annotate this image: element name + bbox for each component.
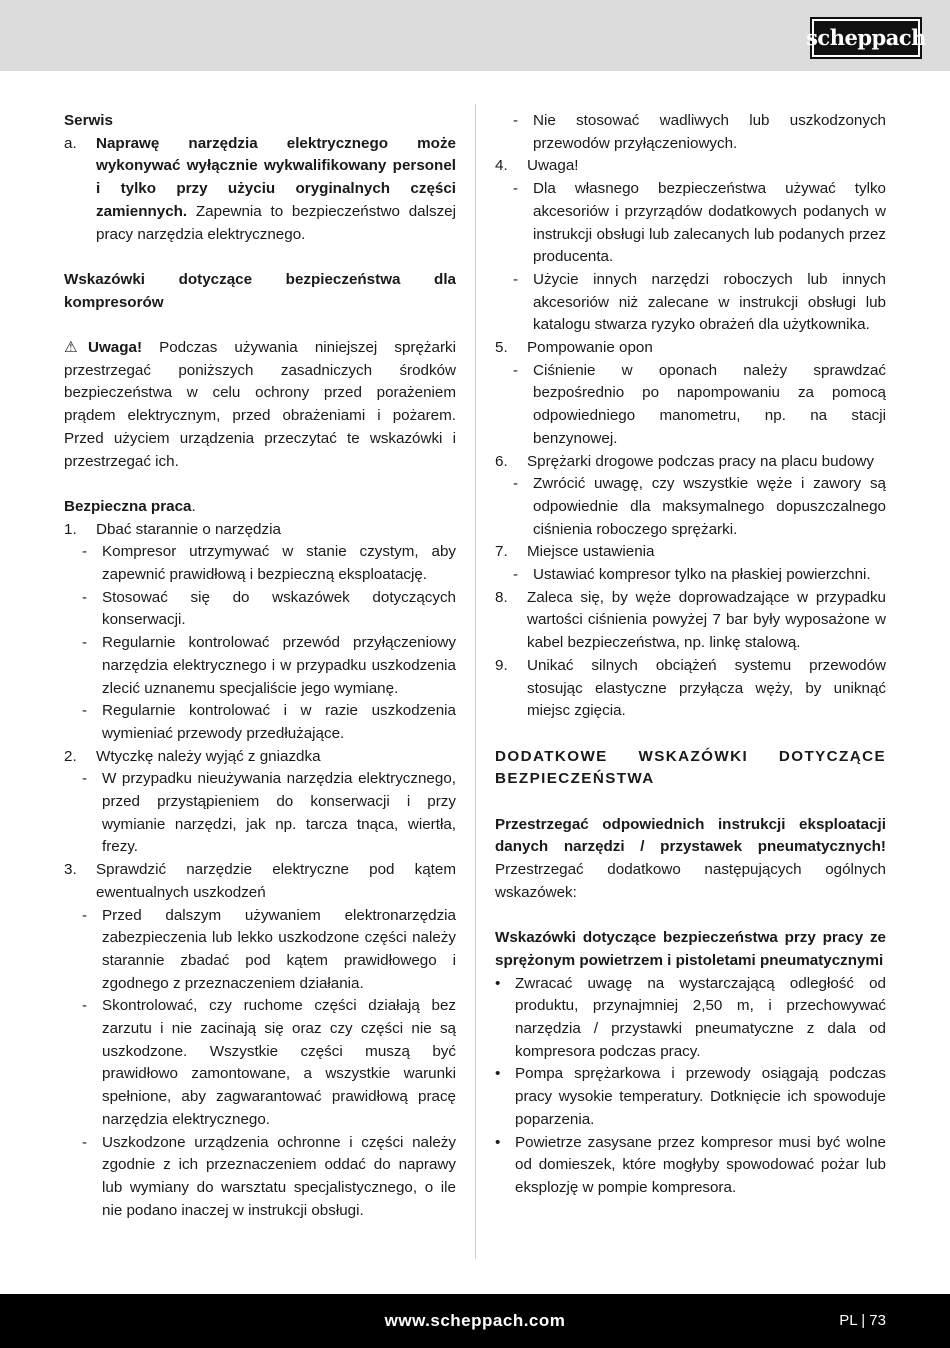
dash-item-text: Uszkodzone urządzenia ochronne i części należy zgodnie z ich przeznaczeniem oddać do naprawy lub wymiany do warsztatu specjalistycznego, o ile nie podano inaczej w instrukcji obsługi. xyxy=(102,1133,456,1219)
dash-item-text: Kompresor utrzymywać w stanie czystym, aby zapewnić prawidłową i bezpieczną eksploatację. xyxy=(102,543,456,584)
dash-item: - Ustawiać kompresor tylko na płaskiej powierzchni. xyxy=(495,564,886,587)
item-number: 4. xyxy=(495,157,508,175)
left-column xyxy=(64,110,456,1222)
numbered-item xyxy=(495,155,886,178)
dash-item-text: Stosować się do wskazówek dotyczących konserwacji. xyxy=(102,588,456,629)
item-text-bold: Naprawę narzędzia elektrycznego może wykonywać wyłącznie wykwalifikowany personel i tylko przy użyciu oryginalnych części zamiennych. xyxy=(96,134,456,220)
bullet-text: Zwracać uwagę na wystarczającą odległość od produktu, przynajmniej 2,50 m, i przechowywać narzędzia / przystawki pneumatyczne z dala od kompresora podczas pracy. xyxy=(515,974,886,1060)
dash-item: - Regularnie kontrolować i w razie uszkodzenia wymieniać przewody przedłużające. xyxy=(64,700,456,745)
bullet-item xyxy=(495,973,886,1064)
dash-item-text: Regularnie kontrolować przewód przyłączeniowy narzędzia elektrycznego i w przypadku uszkodzenia zlecić uznanemu specjaliście jego wymianę. xyxy=(102,634,456,697)
dash-item: - Przed dalszym używaniem elektronarzędzia zabezpieczenia lub lekko uszkodzone części należy starannie zbadać pod kątem prawidłowego i zgodnego z przeznaczeniem działania. xyxy=(64,905,456,996)
dash-item: - Dla własnego bezpieczeństwa używać tylko akcesoriów i przyrządów dodatkowych podanych w instrukcji obsługi lub zalecanych lub podanych przez producenta. xyxy=(495,178,886,269)
header-bar xyxy=(0,0,950,71)
item-text: Sprawdzić narzędzie elektryczne pod kątem ewentualnych uszkodzeń xyxy=(96,861,456,901)
warning-text: Podczas używania niniejszej sprężarki przestrzegać poniższych zasadniczych środków bezpieczeństwa w celu ochrony przed porażeniem prądem elektrycznym, przed obrażeniami i pożarem. Przed użyciem urządzenia przeczytać te wskazówki i przestrzegać ich. xyxy=(64,339,456,470)
numbered-item xyxy=(495,451,886,474)
serwis-item-a xyxy=(64,133,456,247)
numbered-item xyxy=(64,519,456,542)
bullet-text: Pompa sprężarkowa i przewody osiągają podczas pracy wysokie temperatury. Dotknięcie ich spowoduje poparzenia. xyxy=(515,1065,886,1128)
bullet-icon: • xyxy=(495,1065,501,1083)
compressor-safety-heading: Wskazówki dotyczące bezpieczeństwa dla kompresorów xyxy=(64,270,456,311)
dash-item: - Użycie innych narzędzi roboczych lub innych akcesoriów niż zalecane w instrukcji obsługi lub katalogu stwarza ryzyko obrażeń dla użytkownika. xyxy=(495,269,886,337)
extra-safety-heading: DODATKOWE WSKAZÓWKI DOTYCZĄCE BEZPIECZEŃSTWA xyxy=(495,747,886,788)
item-text: Wtyczkę należy wyjąć z gniazdka xyxy=(96,747,321,765)
numbered-item xyxy=(495,587,886,655)
numbered-item xyxy=(64,746,456,769)
warning-label: Uwaga! xyxy=(88,339,143,356)
item-text-normal: Zapewnia to bezpieczeństwo dalszej pracy narzędzia elektrycznego. xyxy=(96,202,456,243)
dash-item: - Skontrolować, czy ruchome części działają bez zarzutu i nie zacinają się oraz czy części nie są uszkodzone. Wszystkie części muszą być prawidłowo zamontowane, a wszystkie warunki spełnione, aby zagwarantować prawidłową pracę narzędzia elektrycznego. xyxy=(64,995,456,1131)
numbered-item xyxy=(495,337,886,360)
dash-item-text: Użycie innych narzędzi roboczych lub innych akcesoriów niż zalecane w instrukcji obsługi lub katalogu stwarza ryzyko obrażeń dla użytkownika. xyxy=(533,270,886,334)
item-number: 5. xyxy=(495,339,508,357)
dash-item-text: W przypadku nieużywania narzędzia elektrycznego, przed przystąpieniem do konserwacji i przy wymianie narzędzi, jak np. tarcza tnąca, wiertła, frezy. xyxy=(102,770,456,856)
column-divider xyxy=(475,104,476,1259)
safe-work-heading xyxy=(64,496,456,519)
dash-item: - Stosować się do wskazówek dotyczących konserwacji. xyxy=(64,587,456,632)
dash-item-text: Ustawiać kompresor tylko na płaskiej powierzchni. xyxy=(533,566,871,584)
item-text: Unikać silnych obciążeń systemu przewodów stosując elastyczne przyłącza węży, by uniknąć miejsc zgięcia. xyxy=(527,656,886,720)
dash-item: - Nie stosować wadliwych lub uszkodzonych przewodów przyłączeniowych. xyxy=(495,110,886,155)
right-column xyxy=(495,110,886,1200)
dash-item-text: Przed dalszym używaniem elektronarzędzia zabezpieczenia lub lekko uszkodzone części należy starannie zbadać pod kątem prawidłowego i zgodnego z przeznaczeniem działania. xyxy=(102,906,456,992)
bullet-icon: • xyxy=(495,1133,501,1151)
item-number: 1. xyxy=(64,520,77,538)
dash-item: - Regularnie kontrolować przewód przyłączeniowy narzędzia elektrycznego i w przypadku uszkodzenia zlecić uznanemu specjaliście jego wymianę. xyxy=(64,632,456,700)
bullet-item xyxy=(495,1063,886,1131)
item-text: Sprężarki drogowe podczas pracy na placu budowy xyxy=(527,452,874,470)
bullet-text: Powietrze zasysane przez kompresor musi być wolne od domieszek, które mogłyby spowodować pożar lub eksplozję w pompie kompresora. xyxy=(515,1133,886,1196)
item-text: Uwaga! xyxy=(527,157,579,175)
item-number: 7. xyxy=(495,543,508,561)
numbered-item xyxy=(495,541,886,564)
warning-paragraph xyxy=(64,337,456,473)
item-number: 8. xyxy=(495,588,508,606)
bullet-item xyxy=(495,1132,886,1200)
dash-item: - W przypadku nieużywania narzędzia elektrycznego, przed przystąpieniem do konserwacji i przy wymianie narzędzi, jak np. tarcza tnąca, wiertła, frezy. xyxy=(64,768,456,859)
item-text xyxy=(96,133,456,247)
dash-item: - Zwrócić uwagę, czy wszystkie węże i zawory są odpowiednie dla maksymalnego dopuszczalnego ciśnienia roboczego sprężarki. xyxy=(495,473,886,541)
dash-item: - Kompresor utrzymywać w stanie czystym, aby zapewnić prawidłową i bezpieczną eksploatację. xyxy=(64,541,456,586)
item-text: Miejsce ustawienia xyxy=(527,543,655,561)
dash-item: - Uszkodzone urządzenia ochronne i części należy zgodnie z ich przeznaczeniem oddać do naprawy lub wymiany do warsztatu specjalistycznego, o ile nie podano inaczej w instrukcji obsługi. xyxy=(64,1132,456,1223)
website-link[interactable]: www.scheppach.com xyxy=(384,1311,566,1330)
serwis-heading: Serwis xyxy=(64,112,113,129)
item-text: Pompowanie opon xyxy=(527,339,653,357)
dash-item-text: Regularnie kontrolować i w razie uszkodzenia wymieniać przewody przedłużające. xyxy=(102,702,456,742)
item-number: 6. xyxy=(495,452,508,470)
item-number: 2. xyxy=(64,747,77,765)
pneumatic-paragraph xyxy=(495,814,886,905)
item-number: a. xyxy=(64,134,77,152)
item-number: 9. xyxy=(495,656,508,674)
safe-work-dot: . xyxy=(191,497,196,515)
numbered-item xyxy=(64,859,456,904)
compressed-air-heading: Wskazówki dotyczące bezpieczeństwa przy pracy ze sprężonym powietrzem i pistoletami pneumatycznymi xyxy=(495,929,886,969)
dash-item-text: Nie stosować wadliwych lub uszkodzonych przewodów przyłączeniowych. xyxy=(533,112,886,152)
footer-bar xyxy=(0,1294,950,1348)
dash-item-text: Skontrolować, czy ruchome części działają bez zarzutu i nie zacinają się oraz czy części nie są uszkodzone. Wszystkie części muszą być prawidłowo zamontowane, a wszystkie warunki spełnione, aby zagwarantować prawidłową pracę narzędzia elektrycznego. xyxy=(102,997,456,1128)
page-number: PL | 73 xyxy=(839,1312,886,1329)
item-number: 3. xyxy=(64,861,77,879)
item-text: Dbać starannie o narzędzia xyxy=(96,520,281,538)
warning-triangle-icon: ⚠ xyxy=(64,339,78,356)
dash-item-text: Dla własnego bezpieczeństwa używać tylko akcesoriów i przyrządów dodatkowych podanych w instrukcji obsługi lub zalecanych lub podanych przez producenta. xyxy=(533,180,886,266)
dash-item-text: Zwrócić uwagę, czy wszystkie węże i zawory są odpowiednie dla maksymalnego dopuszczalnego ciśnienia roboczego sprężarki. xyxy=(533,475,886,538)
item-text: Zaleca się, by węże doprowadzające w przypadku wartości ciśnienia powyżej 7 bar były wyposażone w kabel bezpieczeństwa, np. linkę stalową. xyxy=(527,588,886,652)
dash-item: - Ciśnienie w oponach należy sprawdzać bezpośrednio po napompowaniu za pomocą odpowiedniego manometru, np. na stacji benzynowej. xyxy=(495,360,886,451)
safe-work-title: Bezpieczna praca xyxy=(64,497,192,515)
pneumatic-bold: Przestrzegać odpowiednich instrukcji eksploatacji danych narzędzi / przystawek pneumatycznych! xyxy=(495,815,886,856)
scheppach-logo: scheppach xyxy=(810,17,922,59)
dash-item-text: Ciśnienie w oponach należy sprawdzać bezpośrednio po napompowaniu za pomocą odpowiedniego manometru, np. na stacji benzynowej. xyxy=(533,361,886,447)
pneumatic-normal: Przestrzegać dodatkowo następujących ogólnych wskazówek: xyxy=(495,861,886,901)
numbered-item xyxy=(495,655,886,723)
bullet-icon: • xyxy=(495,974,501,992)
